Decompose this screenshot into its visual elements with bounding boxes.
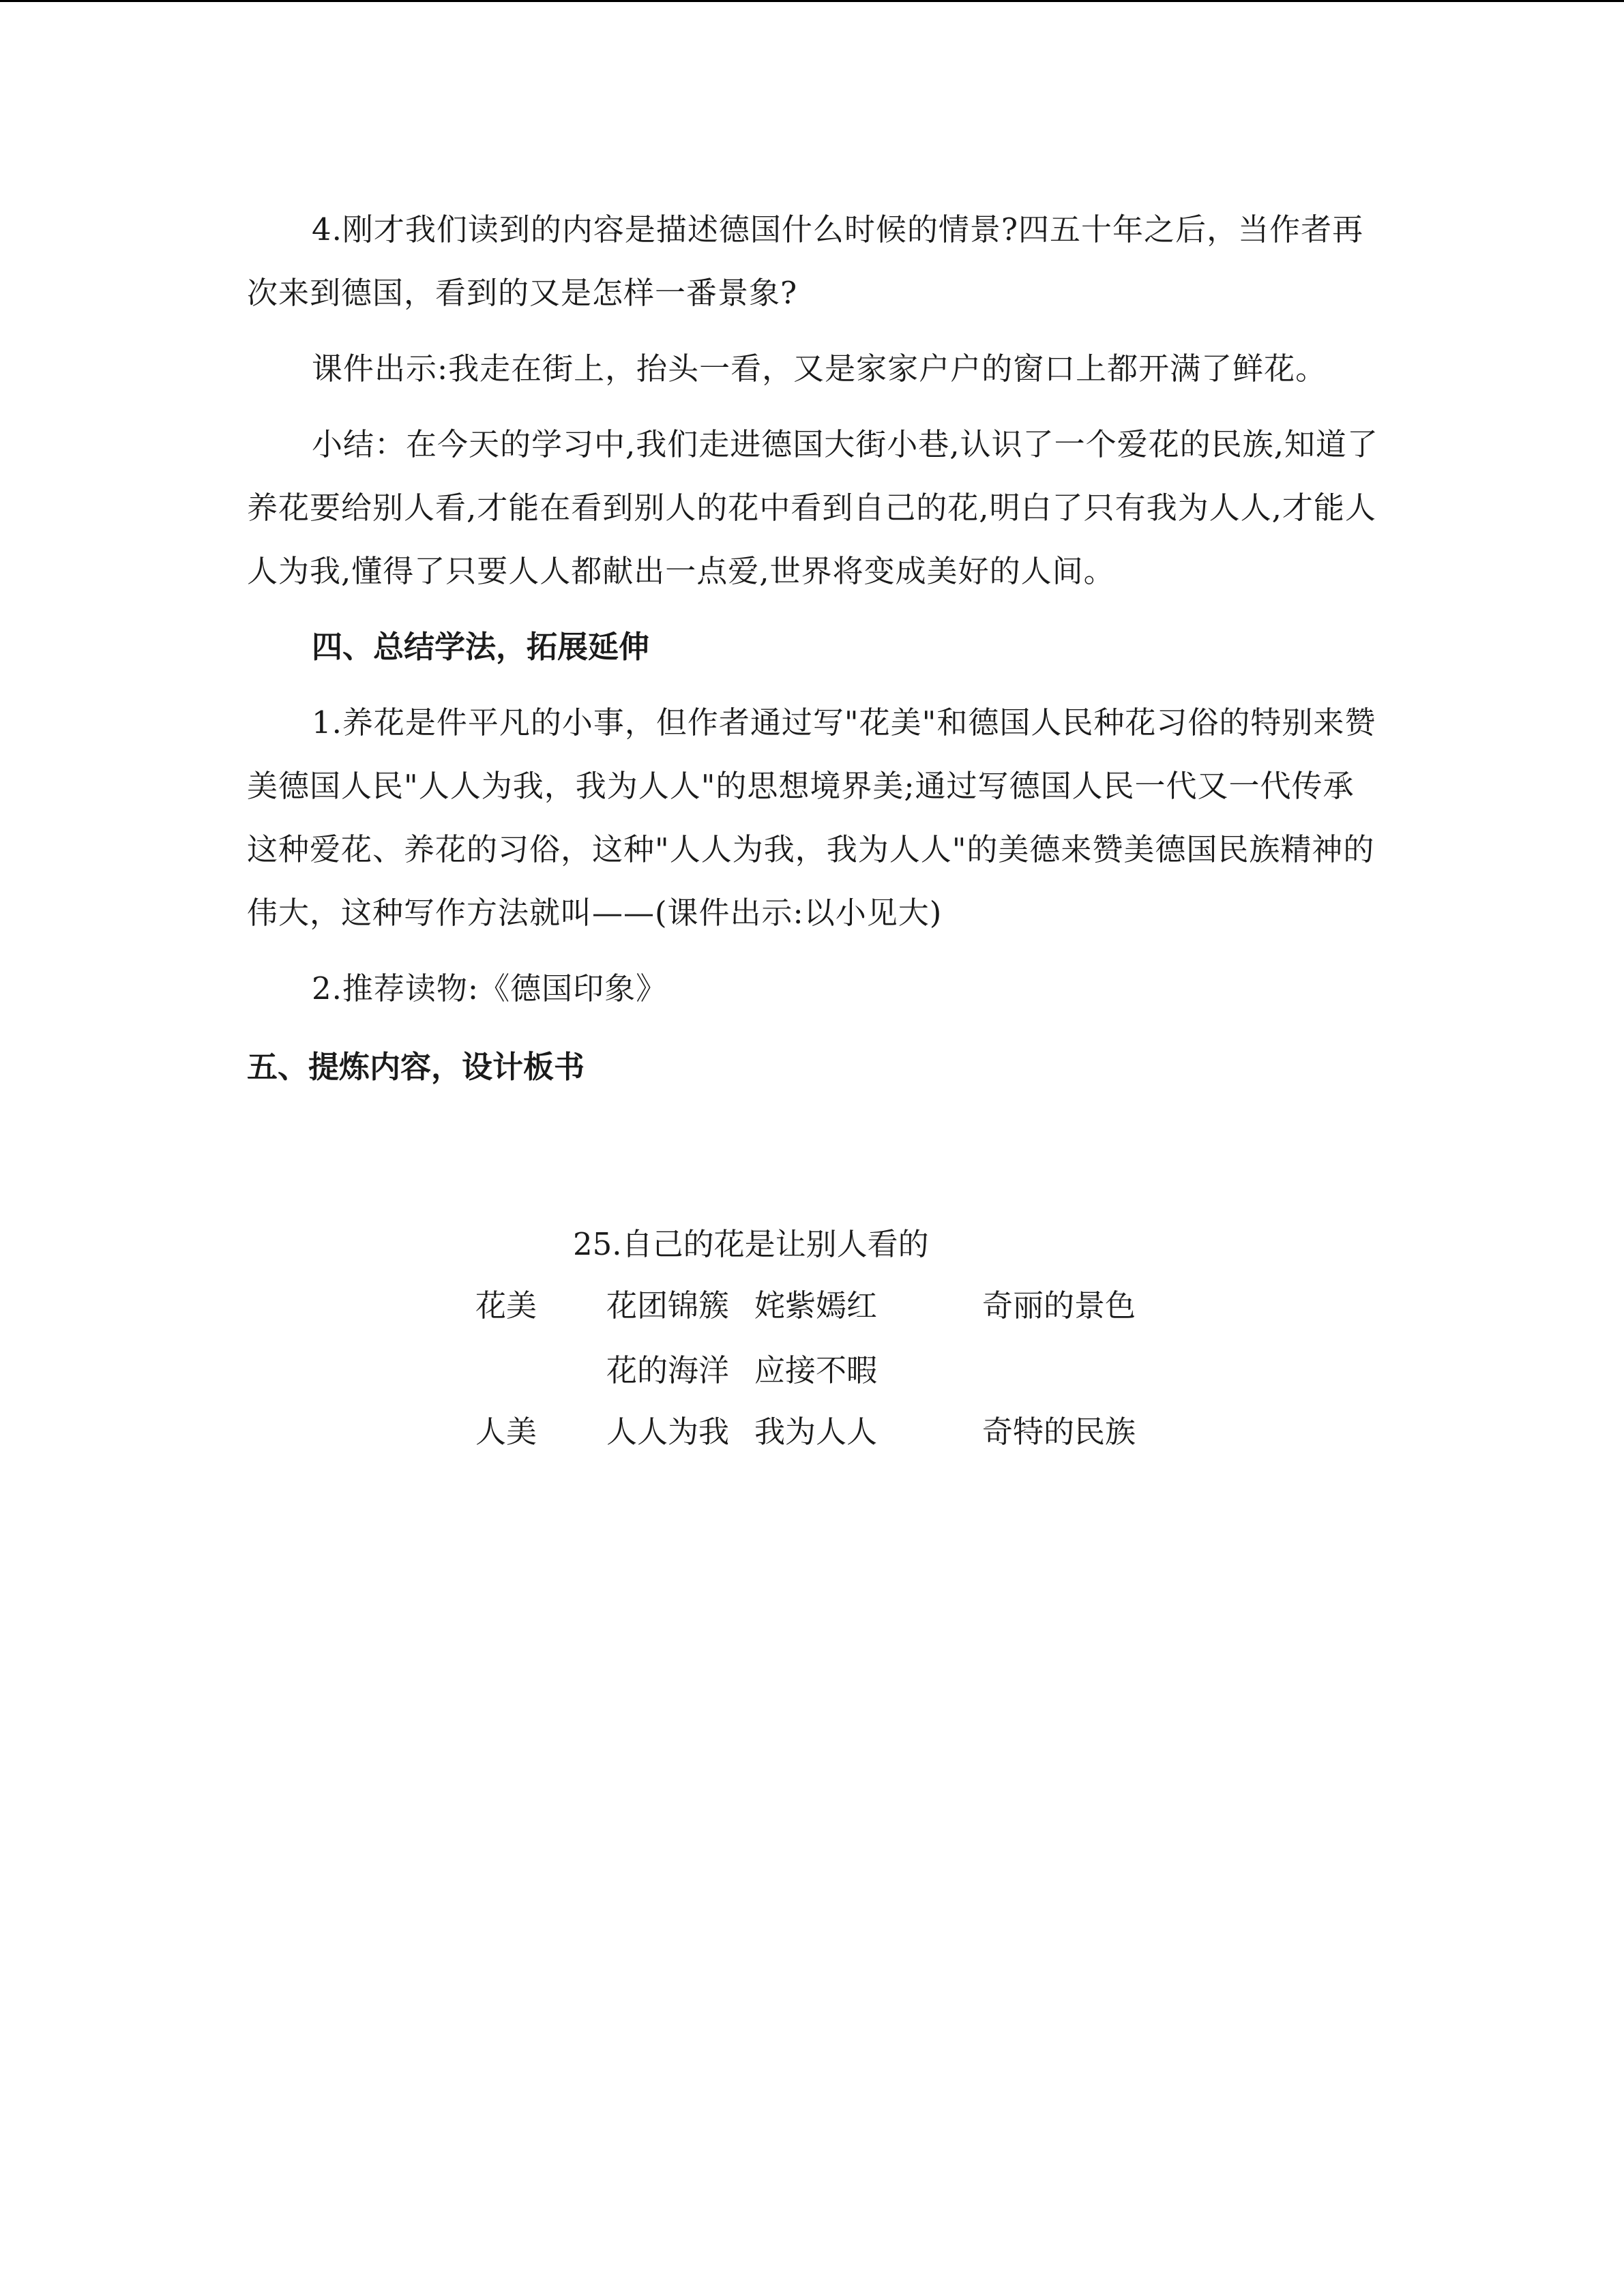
paragraph-courseware-display: 课件出示:我走在街上，抬头一看，又是家家户户的窗口上都开满了鲜花。 — [312, 351, 1327, 387]
paragraph-recommended-reading: 2.推荐读物:《德国印象》 — [312, 970, 668, 1007]
board-row-2-phrase-1: 花的海洋 — [606, 1352, 730, 1388]
section-heading-5: 五、提炼内容，设计板书 — [247, 1049, 585, 1085]
paragraph-writing-method: 1.养花是件平凡的小事，但作者通过写"花美"和德国人民种花习俗的特别来赞美德国人民"人人为我，我为人人"的思想境界美;通过写德国人民一代又一代传承这种爱花、养花的习俗，这种"人人为我，我为人人"的美德来赞美德国民族精神的伟大，这种写作方法就叫——(课件出示:以小见大) — [247, 704, 1376, 931]
board-row-1-phrase-1: 花团锦簇 — [606, 1287, 730, 1324]
board-row-3-result: 奇特的民族 — [982, 1414, 1136, 1450]
board-title: 25.自己的花是让别人看的 — [573, 1226, 929, 1262]
board-row-3-label: 人美 — [475, 1414, 537, 1450]
board-row-1-phrase-2: 姹紫嫣红 — [754, 1287, 878, 1324]
paragraph-summary: 小结：在今天的学习中,我们走进德国大街小巷,认识了一个爱花的民族,知道了养花要给别人看,才能在看到别人的花中看到自己的花,明白了只有我为人人,才能人人为我,懂得了只要人人都献出一点爱,世界将变成美好的人间。 — [247, 426, 1378, 589]
board-row-2-phrase-2: 应接不暇 — [754, 1352, 878, 1388]
board-row-1-result: 奇丽的景色 — [982, 1287, 1136, 1324]
paragraph-question-4: 4.刚才我们读到的内容是描述德国什么时候的情景?四五十年之后，当作者再次来到德国，看到的又是怎样一番景象? — [247, 211, 1364, 311]
page-top-border — [0, 0, 1624, 2]
board-row-1-label: 花美 — [475, 1287, 537, 1324]
section-heading-4: 四、总结学法，拓展延伸 — [312, 629, 650, 665]
board-row-3-phrase-2: 我为人人 — [754, 1414, 878, 1450]
document-page — [247, 198, 1379, 1099]
board-row-3-phrase-1: 人人为我 — [606, 1414, 730, 1450]
